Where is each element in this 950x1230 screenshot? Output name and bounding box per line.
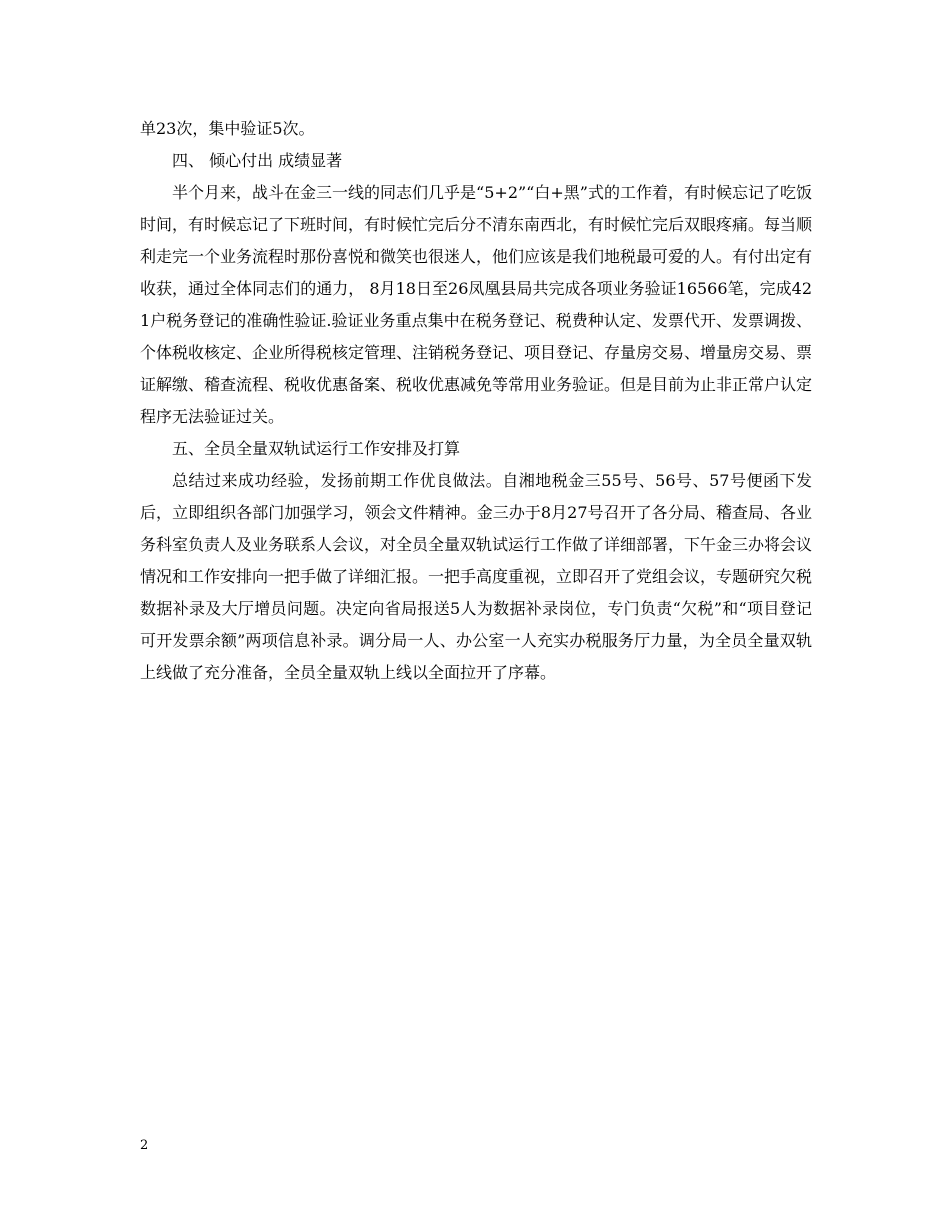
document-body xyxy=(140,113,812,689)
section-heading-five: 五、全员全量双轨试运行工作安排及打算 xyxy=(172,439,461,458)
paragraph-achievements: 半个月来，战斗在金三一线的同志们几乎是“5+2”“白+黑”式的工作着，有时候忘记了吃饭时间，有时候忘记了下班时间，有时候忙完后分不清东南西北，有时候忙完后双眼疼痛。每当顺利走完一个业务流程时那份喜悦和微笑也很迷人，他们应该是我们地税最可爱的人。有付出定有收获，通过全体同志们的通力， 8月18日至26凤凰县局共完成各项业务验证16566笔，完成421户税务登记的准确性验证.验证业务重点集中在税务登记、税费种认定、发票代开、发票调拨、个体税收核定、企业所得税核定管理、注销税务登记、项目登记、存量房交易、增量房交易、票证解缴、稽查流程、税收优惠备案、税收优惠减免等常用业务验证。但是目前为止非正常户认定程序无法验证过关。 xyxy=(140,183,813,426)
page-number: 2 xyxy=(140,1138,149,1153)
paragraph-arrangements: 总结过来成功经验，发扬前期工作优良做法。自湘地税金三55号、56号、57号便函下发后，立即组织各部门加强学习，领会文件精神。金三办于8月27号召开了各分局、稽查局、各业务科室负责人及业务联系人会议，对全员全量双轨试运行工作做了详细部署，下午金三办将会议情况和工作安排向一把手做了详细汇报。一把手高度重视，立即召开了党组会议，专题研究欠税数据补录及大厅增员问题。决定向省局报送5人为数据补录岗位，专门负责“欠税”和“项目登记可开发票余额”两项信息补录。调分局一人、办公室一人充实办税服务厅力量，为全员全量双轨上线做了充分准备，全员全量双轨上线以全面拉开了序幕。 xyxy=(140,471,813,682)
section-heading-four: 四、 倾心付出 成绩显著 xyxy=(172,151,343,170)
paragraph-continuation: 单23次，集中验证5次。 xyxy=(140,119,315,138)
